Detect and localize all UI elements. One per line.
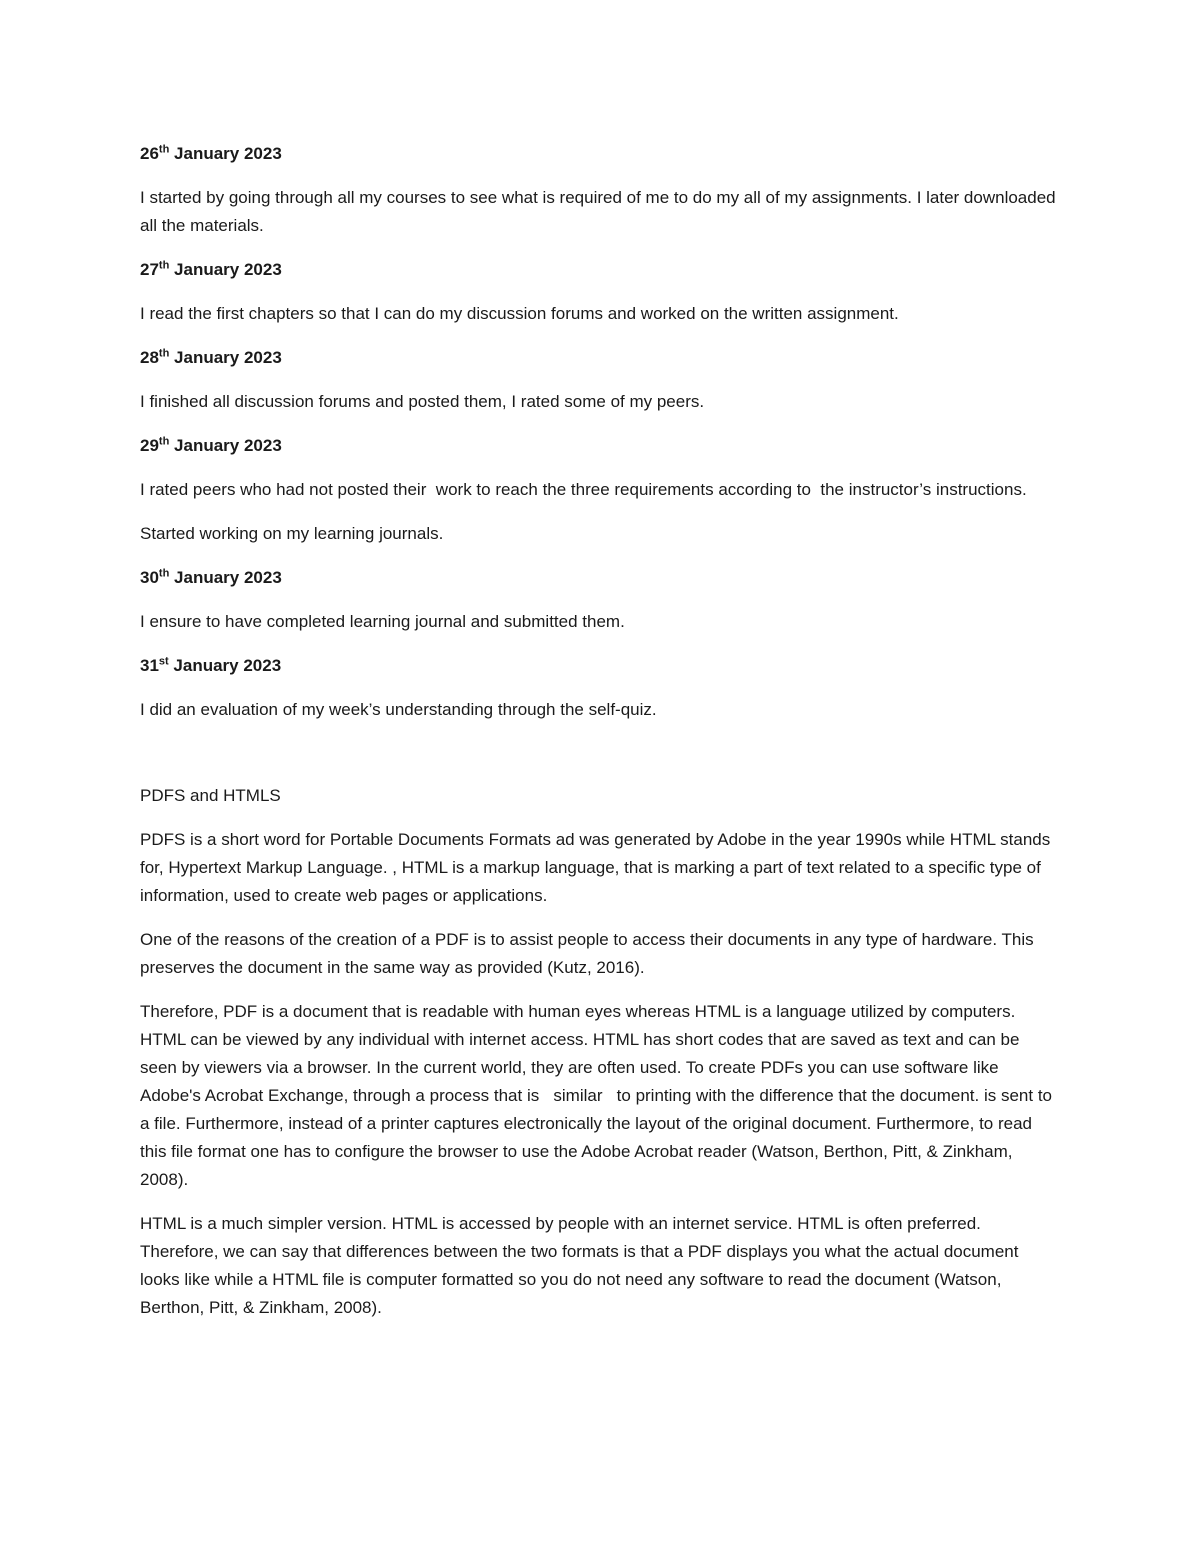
date-month-year: January 2023 <box>169 568 282 587</box>
journal-date <box>140 652 1060 680</box>
journal-date <box>140 256 1060 284</box>
journal-entry: I read the first chapters so that I can do my discussion forums and worked on the written assignment. <box>140 304 899 323</box>
journal-entry: I started by going through all my courses to see what is required of me to do my all of my assignments. I later downloaded all the materials. <box>140 188 1056 235</box>
journal-entry: I rated peers who had not posted their work to reach the three requirements according to the instructor’s instructions. <box>140 480 1027 499</box>
journal-entry: I did an evaluation of my week’s understanding through the self-quiz. <box>140 700 657 719</box>
date-suffix: st <box>158 655 169 668</box>
date-suffix: th <box>158 435 170 448</box>
date-day: 29 <box>140 436 159 455</box>
document-page <box>140 140 1060 1338</box>
journal-date <box>140 564 1060 592</box>
journal-entry: I ensure to have completed learning journal and submitted them. <box>140 612 625 631</box>
section-title: PDFS and HTMLS <box>140 786 281 805</box>
journal-date <box>140 344 1060 372</box>
date-month-year: January 2023 <box>169 348 282 367</box>
date-suffix: th <box>158 347 170 360</box>
date-day: 26 <box>140 144 159 163</box>
date-month-year: January 2023 <box>168 656 282 675</box>
date-month-year: January 2023 <box>169 436 282 455</box>
journal-date <box>140 432 1060 460</box>
date-month-year: January 2023 <box>169 260 282 279</box>
essay-paragraph: PDFS is a short word for Portable Documents Formats ad was generated by Adobe in the year 1990s while HTML stands for, Hypertext Markup Language. , HTML is a markup language, that is marking a part of text related to a specific type of information, used to create web pages or applications. <box>140 830 1051 905</box>
journal-date <box>140 140 1060 168</box>
date-day: 28 <box>140 348 159 367</box>
journal-entry: I finished all discussion forums and posted them, I rated some of my peers. <box>140 392 705 411</box>
date-suffix: th <box>158 567 170 580</box>
date-suffix: th <box>158 259 170 272</box>
date-day: 27 <box>140 260 159 279</box>
date-day: 31 <box>140 656 159 675</box>
date-month-year: January 2023 <box>169 144 282 163</box>
essay-paragraph: Therefore, PDF is a document that is readable with human eyes whereas HTML is a language utilized by computers. HTML can be viewed by any individual with internet access. HTML has short codes that are saved as text and can be seen by viewers via a browser. In the current world, they are often used. To create PDFs you can use software like Adobe's Acrobat Exchange, through a process that is similar to printing with the difference that the document. is sent to a file. Furthermore, instead of a printer captures electronically the layout of the original document. Furthermore, to read this file format one has to configure the browser to use the Adobe Acrobat reader (Watson, Berthon, Pitt, & Zinkham, 2008). <box>140 1002 1057 1189</box>
date-suffix: th <box>158 143 170 156</box>
essay-paragraph: One of the reasons of the creation of a PDF is to assist people to access their documents in any type of hardware. This preserves the document in the same way as provided (Kutz, 2016). <box>140 930 1034 977</box>
journal-entry: Started working on my learning journals. <box>140 524 444 543</box>
date-day: 30 <box>140 568 159 587</box>
essay-paragraph: HTML is a much simpler version. HTML is accessed by people with an internet service. HTML is often preferred. Therefore, we can say that differences between the two formats is that a PDF displays you what the actual document looks like while a HTML file is computer formatted so you do not need any software to read the document (Watson, Berthon, Pitt, & Zinkham, 2008). <box>140 1214 1019 1317</box>
